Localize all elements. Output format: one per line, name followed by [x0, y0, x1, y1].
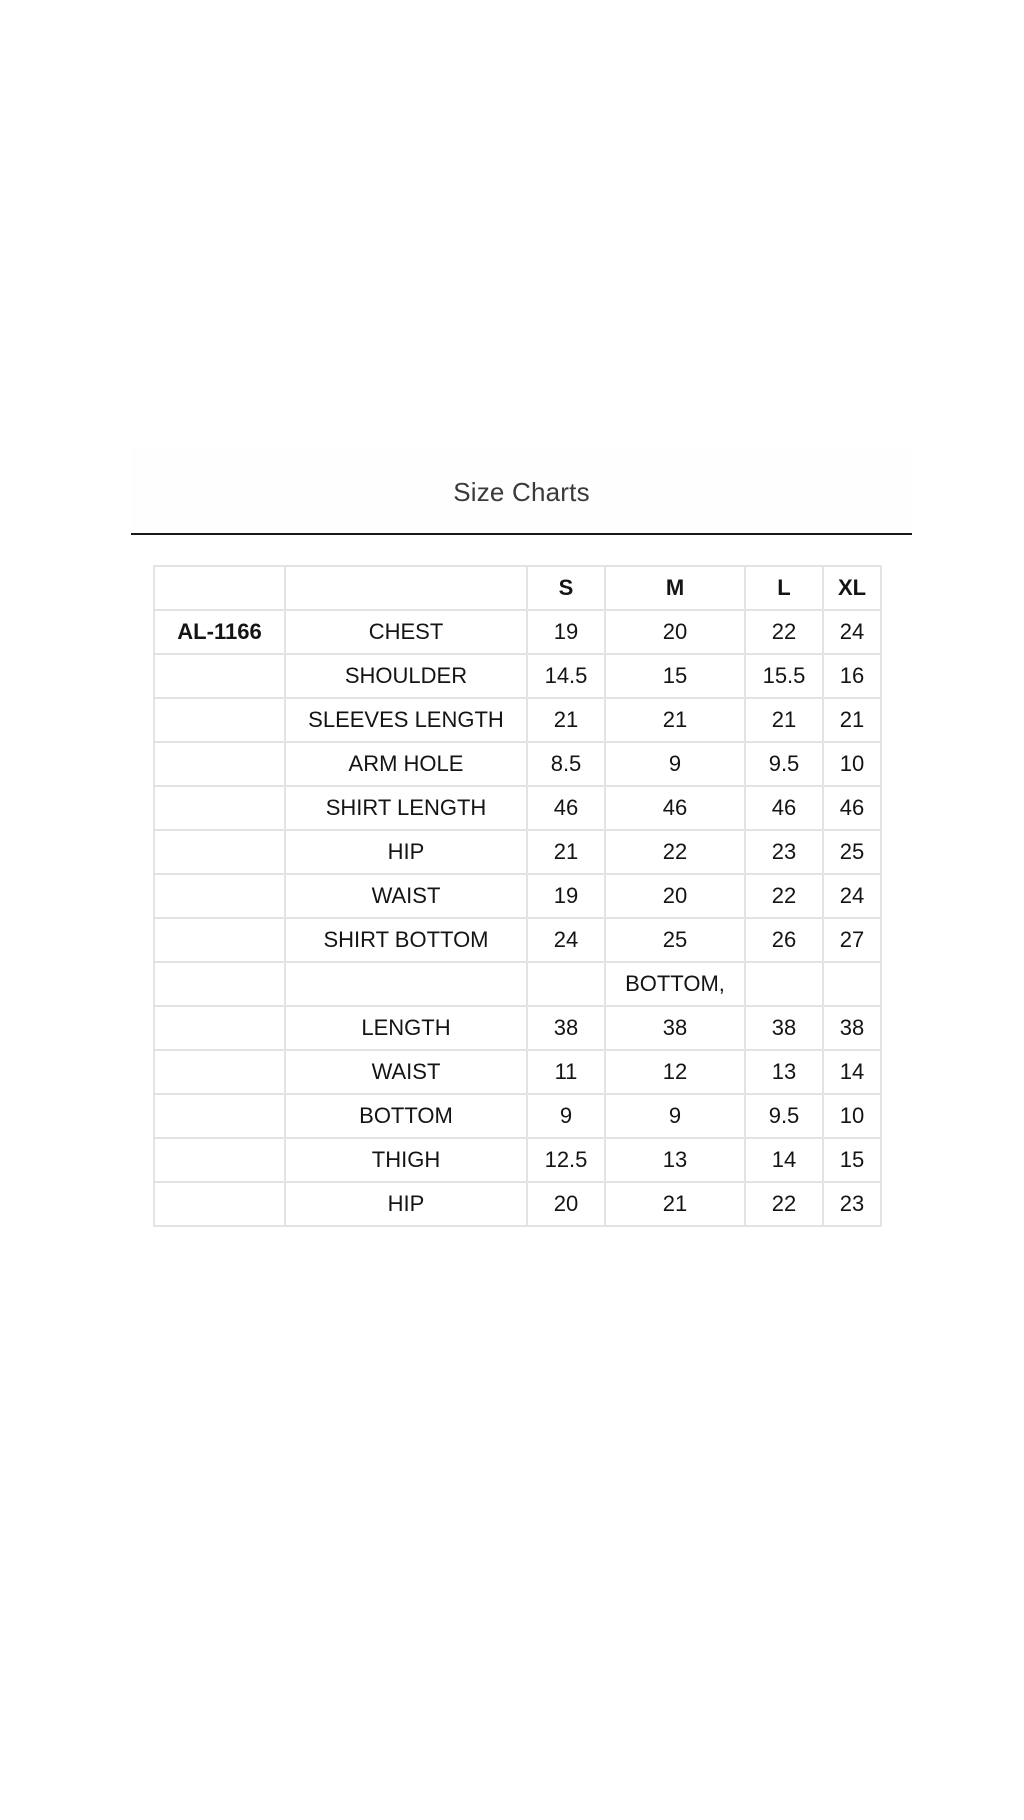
measurement-label: ARM HOLE — [285, 742, 527, 786]
size-value: 16 — [823, 654, 881, 698]
table-row — [154, 962, 881, 1006]
product-code-cell — [154, 1094, 285, 1138]
size-value: 21 — [605, 698, 745, 742]
measurement-label — [285, 962, 527, 1006]
measurement-label: THIGH — [285, 1138, 527, 1182]
size-value: 22 — [605, 830, 745, 874]
size-value: 21 — [605, 1182, 745, 1226]
modal-title: Size Charts — [453, 476, 590, 507]
table-row — [154, 786, 881, 830]
size-value: 46 — [527, 786, 605, 830]
size-value: 46 — [823, 786, 881, 830]
product-code-cell — [154, 830, 285, 874]
header-cell-l: L — [745, 566, 823, 610]
size-value: 23 — [823, 1182, 881, 1226]
size-value: 38 — [605, 1006, 745, 1050]
table-row — [154, 1006, 881, 1050]
product-code-cell — [154, 1006, 285, 1050]
modal-header — [131, 447, 912, 535]
size-value: 12 — [605, 1050, 745, 1094]
size-value — [527, 962, 605, 1006]
size-value: 38 — [823, 1006, 881, 1050]
header-cell-s: S — [527, 566, 605, 610]
measurement-label: CHEST — [285, 610, 527, 654]
size-value: 11 — [527, 1050, 605, 1094]
product-code-cell — [154, 742, 285, 786]
measurement-label: LENGTH — [285, 1006, 527, 1050]
product-code-cell — [154, 786, 285, 830]
size-value: 22 — [745, 874, 823, 918]
table-row — [154, 1138, 881, 1182]
size-value: 24 — [527, 918, 605, 962]
size-value: 13 — [745, 1050, 823, 1094]
size-value: 25 — [823, 830, 881, 874]
size-value: 21 — [745, 698, 823, 742]
size-value: 22 — [745, 610, 823, 654]
size-value: 9 — [527, 1094, 605, 1138]
size-value: 38 — [527, 1006, 605, 1050]
table-row — [154, 830, 881, 874]
table-row — [154, 610, 881, 654]
table-row — [154, 1094, 881, 1138]
size-value: 15.5 — [745, 654, 823, 698]
product-code-cell — [154, 1050, 285, 1094]
table-row — [154, 1182, 881, 1226]
measurement-label: HIP — [285, 830, 527, 874]
size-value: 19 — [527, 874, 605, 918]
product-code-cell — [154, 874, 285, 918]
size-value: 22 — [745, 1182, 823, 1226]
table-row — [154, 1050, 881, 1094]
size-value: 10 — [823, 1094, 881, 1138]
size-value: 26 — [745, 918, 823, 962]
measurement-label: WAIST — [285, 1050, 527, 1094]
measurement-label: SHOULDER — [285, 654, 527, 698]
product-code-cell — [154, 1182, 285, 1226]
header-cell — [285, 566, 527, 610]
size-value: 12.5 — [527, 1138, 605, 1182]
size-value: 9.5 — [745, 1094, 823, 1138]
size-chart-modal — [131, 447, 912, 535]
size-value: 27 — [823, 918, 881, 962]
measurement-label: SLEEVES LENGTH — [285, 698, 527, 742]
size-value: 14 — [823, 1050, 881, 1094]
size-value: 9 — [605, 742, 745, 786]
table-row — [154, 742, 881, 786]
size-value: 24 — [823, 874, 881, 918]
size-value: 25 — [605, 918, 745, 962]
size-value: 21 — [823, 698, 881, 742]
product-code-cell — [154, 698, 285, 742]
size-value: 15 — [605, 654, 745, 698]
size-value: 19 — [527, 610, 605, 654]
size-value: 9 — [605, 1094, 745, 1138]
measurement-label: WAIST — [285, 874, 527, 918]
size-value: 8.5 — [527, 742, 605, 786]
size-value — [823, 962, 881, 1006]
size-value — [745, 962, 823, 1006]
product-code-cell — [154, 962, 285, 1006]
size-value: 24 — [823, 610, 881, 654]
table-header-row — [154, 566, 881, 610]
size-value: 20 — [527, 1182, 605, 1226]
size-value: 46 — [605, 786, 745, 830]
table-row — [154, 918, 881, 962]
header-cell-xl: XL — [823, 566, 881, 610]
size-value: 46 — [745, 786, 823, 830]
product-code-cell: AL-1166 — [154, 610, 285, 654]
size-value: 13 — [605, 1138, 745, 1182]
header-cell-m: M — [605, 566, 745, 610]
size-value: 14 — [745, 1138, 823, 1182]
measurement-label: SHIRT BOTTOM — [285, 918, 527, 962]
header-cell — [154, 566, 285, 610]
section-label: BOTTOM, — [605, 962, 745, 1006]
product-code-cell — [154, 654, 285, 698]
size-value: 15 — [823, 1138, 881, 1182]
size-value: 23 — [745, 830, 823, 874]
size-value: 21 — [527, 698, 605, 742]
size-chart-table — [153, 565, 882, 1227]
size-value: 38 — [745, 1006, 823, 1050]
product-code-cell — [154, 918, 285, 962]
size-value: 20 — [605, 874, 745, 918]
size-value: 9.5 — [745, 742, 823, 786]
size-value: 21 — [527, 830, 605, 874]
product-code-cell — [154, 1138, 285, 1182]
table-row — [154, 698, 881, 742]
table-row — [154, 654, 881, 698]
measurement-label: SHIRT LENGTH — [285, 786, 527, 830]
size-value: 10 — [823, 742, 881, 786]
size-value: 14.5 — [527, 654, 605, 698]
table-row — [154, 874, 881, 918]
measurement-label: BOTTOM — [285, 1094, 527, 1138]
measurement-label: HIP — [285, 1182, 527, 1226]
size-value: 20 — [605, 610, 745, 654]
